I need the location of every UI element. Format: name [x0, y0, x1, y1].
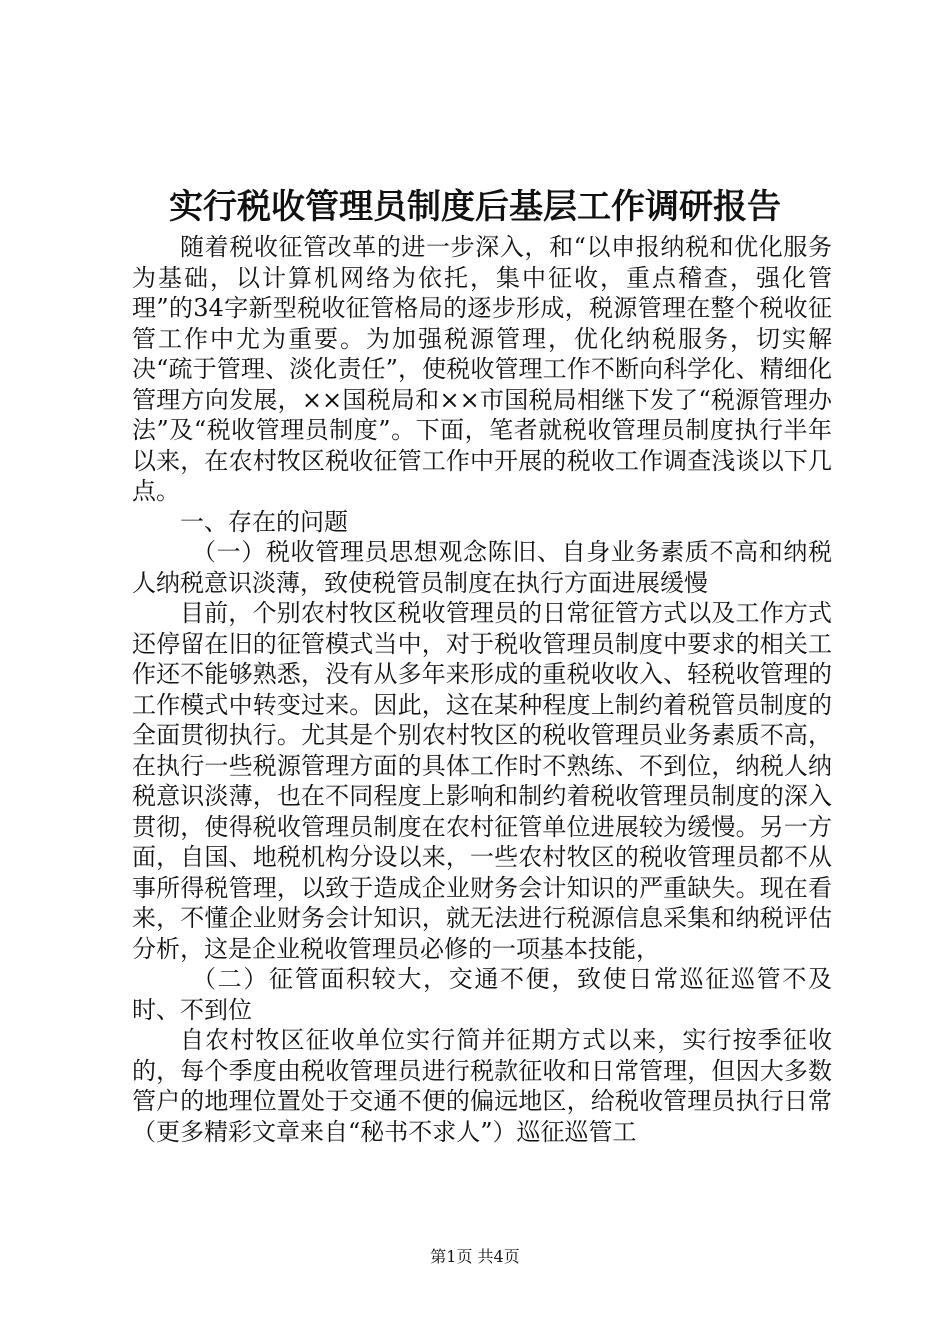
document-title: 实行税收管理员制度后基层工作调研报告: [169, 187, 781, 227]
paragraph-subsection-1: 目前，个别农村牧区税收管理员的日常征管方式以及工作方式还停留在旧的征管模式当中，对于税收管理员制度中要求的相关工作还不能够熟悉，没有从多年来形成的重税收收入、轻税收管理的工作模式中转变过来。因此，这在某种程度上制约着税管员制度的全面贯彻执行。尤其是个别农村牧区的税收管理员业务素质不高，在执行一些税源管理方面的具体工作时不熟练、不到位，纳税人纳税意识淡薄，也在不同程度上影响和制约着税收管理员制度的深入贯彻，使得税收管理员制度在农村征管单位进展较为缓慢。另一方面，自国、地税机构分设以来，一些农村牧区的税收管理员都不从事所得税管理，以致于造成企业财务会计知识的严重缺失。现在看来，不懂企业财务会计知识，就无法进行税源信息采集和纳税评估分析，这是企业税收管理员必修的一项基本技能，: [132, 599, 832, 963]
page-footer: 第1页 共4页: [430, 1247, 520, 1266]
paragraph-subsection-2: 自农村牧区征收单位实行简并征期方式以来，实行按季征收的，每个季度由税收管理员进行税款征收和日常管理，但因大多数管户的地理位置处于交通不便的偏远地区，给税收管理员执行日常（更多精彩文章来自“秘书不求人”）巡征巡管工: [132, 1026, 832, 1146]
subheading-1: （一）税收管理员思想观念陈旧、自身业务素质不高和纳税人纳税意识淡薄，致使税管员制度在执行方面进展缓慢: [132, 538, 832, 597]
subheading-2: （二）征管面积较大，交通不便，致使日常巡征巡管不及时、不到位: [132, 965, 832, 1024]
section-heading-problems: 一、存在的问题: [180, 507, 348, 536]
paragraph-intro: 随着税收征管改革的进一步深入，和“以申报纳税和优化服务为基础，以计算机网络为依托，集中征收，重点稽查，强化管理”的34字新型税收征管格局的逐步形成，税源管理在整个税收征管工作中尤为重要。为加强税源管理，优化纳税服务，切实解决“疏于管理、淡化责任”，使税收管理工作不断向科学化、精细化管理方向发展，××国税局和××市国税局相继下发了“税源管理办法”及“税收管理员制度”。下面，笔者就税收管理员制度执行半年以来，在农村牧区税收征管工作中开展的税收工作调查浅谈以下几点。: [132, 233, 832, 505]
document-body: [132, 232, 832, 1147]
